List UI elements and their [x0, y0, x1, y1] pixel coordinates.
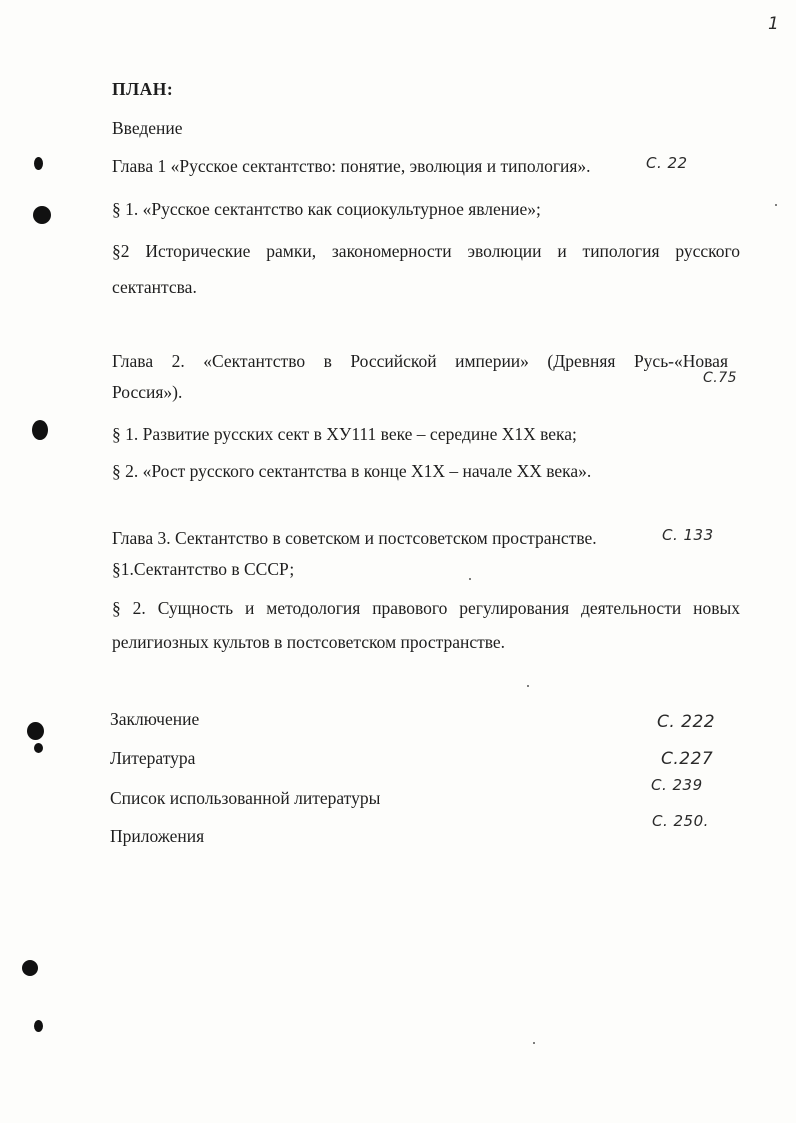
punch-hole [33, 206, 51, 224]
punch-hole [27, 722, 44, 740]
scan-speck [469, 578, 471, 580]
chapter-2-page-note: С.75 [703, 370, 738, 386]
appendices-page-note: С. 250. [652, 812, 709, 830]
punch-hole [34, 157, 43, 170]
chapter-2-section-1: § 1. Развитие русских сект в ХУ111 веке – середине Х1Х века; [112, 424, 577, 444]
chapter-3-title: Глава 3. Сектантство в советском и постсоветском пространстве. [112, 528, 597, 548]
intro-entry: Введение [112, 118, 183, 138]
references-page-note: С. 239 [651, 776, 703, 794]
plan-heading: ПЛАН: [112, 79, 174, 99]
page-number: 1 [768, 14, 780, 34]
punch-hole [34, 1020, 43, 1032]
punch-hole [32, 420, 48, 440]
chapter-2-section-2: § 2. «Рост русского сектантства в конце Х1Х – начале ХХ века». [112, 461, 592, 481]
punch-hole [22, 960, 38, 976]
chapter-2-title-cont: Россия»). [112, 382, 183, 402]
punch-hole [34, 743, 43, 753]
scan-speck [533, 1042, 535, 1044]
chapter-3-section-2-cont: религиозных культов в постсоветском пространстве. [112, 632, 506, 652]
chapter-1-section-1: § 1. «Русское сектантство как социокультурное явление»; [112, 199, 541, 219]
references-entry: Список использованной литературы [110, 788, 381, 808]
scan-speck [775, 204, 777, 206]
appendices-entry: Приложения [110, 826, 205, 846]
chapter-1-section-2: §2 Исторические рамки, закономерности эволюции и типология русского [112, 241, 740, 261]
chapter-1-section-2-cont: сектантсва. [112, 277, 197, 297]
literature-page-note: С.227 [661, 749, 714, 769]
conclusion-entry: Заключение [110, 709, 200, 729]
chapter-1-page-note: С. 22 [646, 154, 688, 172]
chapter-3-section-1: §1.Сектантство в СССР; [112, 559, 295, 579]
chapter-3-page-note: С. 133 [662, 526, 714, 544]
chapter-3-section-2: § 2. Сущность и методология правового регулирования деятельности новых [112, 598, 740, 618]
literature-entry: Литература [110, 748, 196, 768]
chapter-1-title: Глава 1 «Русское сектантство: понятие, эволюция и типология». [112, 156, 591, 176]
scan-speck [527, 685, 529, 687]
conclusion-page-note: С. 222 [657, 712, 716, 732]
chapter-2-title: Глава 2. «Сектантство в Российской империи» (Древняя Русь-«Новая [112, 351, 728, 371]
